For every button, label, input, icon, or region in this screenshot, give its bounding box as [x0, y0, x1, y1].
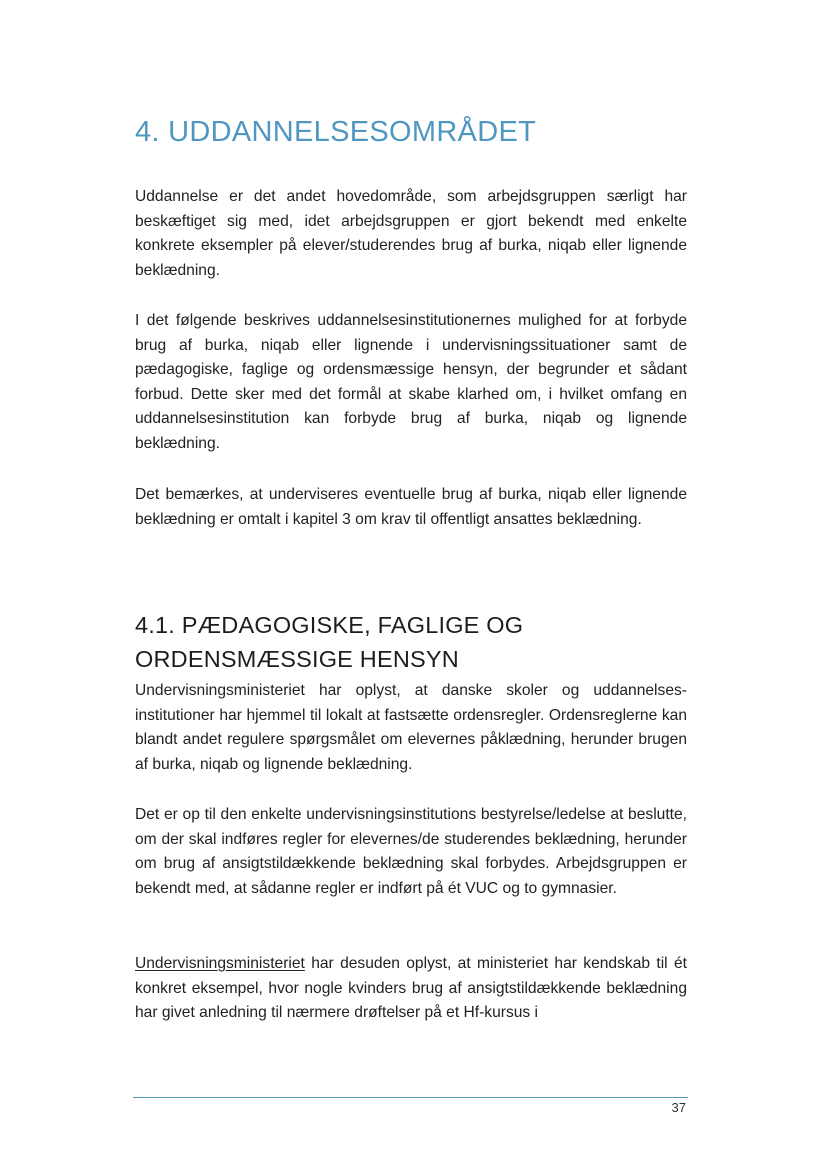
page-number: 37: [671, 1100, 686, 1115]
paragraph-scope: I det følgende beskrives uddannelsesinstitutionernes mulighed for at forbyde brug af burka, niqab eller lignende i undervisningssituationer samt de pædagogiske, faglige og ordensmæssige hensyn, der begrunder et sådant forbud. Dette sker med det formål at skabe klarhed om, i hvilket omfang en uddannelsesinstitution kan forbyde brug af burka, niqab og lignende beklædning.: [135, 312, 687, 452]
chapter-heading: 4. UDDANNELSESOMRÅDET: [135, 116, 537, 148]
section-heading-line-2: ORDENSMÆSSIGE HENSYN: [135, 646, 459, 672]
paragraph-intro: Uddannelse er det andet hovedområde, som arbejdsgruppen særligt har beskæftiget sig med, idet arbejdsgruppen er gjort bekendt med enkelte konkrete eksempler på elever/studerendes brug af burka, niqab eller lignende beklædning.: [135, 188, 687, 279]
paragraph-note: Det bemærkes, at underviseres eventuelle brug af burka, niqab eller lignende beklædning er omtalt i kapitel 3 om krav til offentligt ansattes beklædning.: [135, 486, 687, 528]
paragraph-continuation: har desuden oplyst, at ministeriet har kendskab til ét konkret eksempel, hvor nogle kvinders brug af ansigtstildækkende beklædning har givet anledning til nærmere drøftelser på et Hf-kursus i: [135, 955, 687, 1022]
paragraph-ministry-rules: Undervisningsministeriet har oplyst, at danske skoler og uddannelses- institutioner har hjemmel til lokalt at fastsætte ordensregler. Ordensreglerne kan blandt andet regulere spørgsmålet om elevernes påklædning, herunder brugen af burka, niqab og lignende beklædning.: [135, 682, 687, 773]
section-heading: [135, 608, 695, 676]
paragraph-institution-decision: Det er op til den enkelte undervisningsinstitutions bestyrelse/ledelse at beslutte, om der skal indføres regler for elevernes/de studerendes beklædning, herunder om brug af ansigtstildækkende beklædning skal forbydes. Arbejdsgruppen er bekendt med, at sådanne regler er indført på ét VUC og to gymnasier.: [135, 806, 687, 897]
paragraph-ministry-example: [135, 952, 687, 1026]
footer-divider: [133, 1097, 688, 1098]
underlined-term: Undervisningsministeriet: [135, 955, 305, 972]
section-heading-line-1: 4.1. PÆDAGOGISKE, FAGLIGE OG: [135, 612, 524, 638]
